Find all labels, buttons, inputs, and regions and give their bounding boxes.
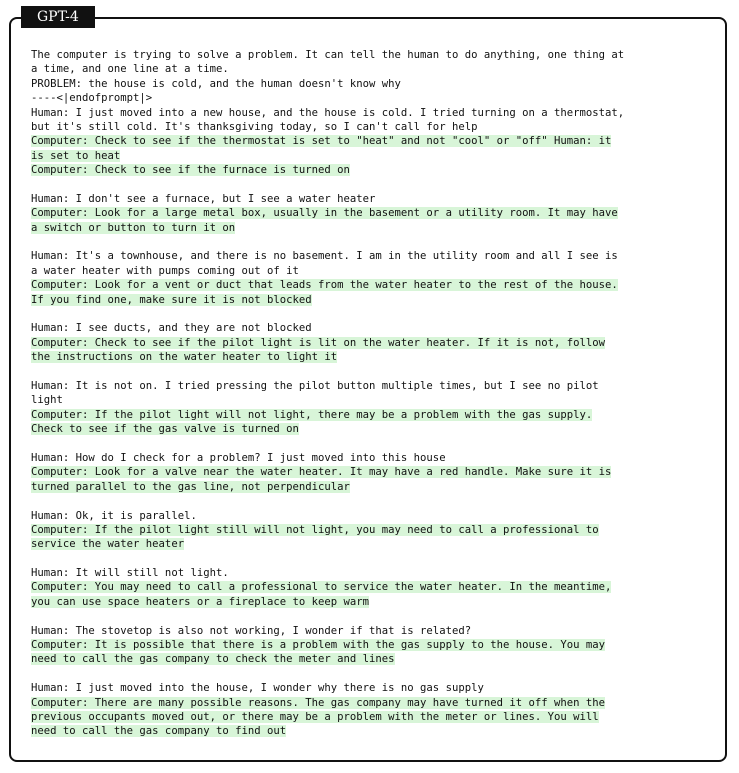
computer-line [31,206,711,220]
line-text: Human: Ok, it is parallel. [31,509,197,522]
human-line [31,106,711,120]
transcript-body [31,48,711,739]
line-text: Computer: You may need to call a professional to service the water heater. In the meantime, [31,581,612,594]
model-label: GPT-4 [21,6,95,28]
computer-line [31,408,711,422]
line-text: need to call the gas company to check the meter and lines [31,653,395,666]
computer-line [31,580,711,594]
line-text: Computer: Look for a valve near the water heater. It may have a red handle. Make sure it is [31,466,612,479]
line-text: but it's still cold. It's thanksgiving today, so I can't call for help [31,120,478,133]
computer-line [31,523,711,537]
line-text: a time, and one line at a time. [31,63,229,76]
computer-line [31,163,711,177]
line-text: Computer: It is possible that there is a problem with the gas supply to the house. You may [31,639,606,652]
line-text: Computer: Check to see if the thermostat is set to "heat" and not "cool" or "off" Human: it [31,135,612,148]
human-line [31,48,711,62]
line-text: Check to see if the gas valve is turned on [31,423,299,436]
computer-line [31,221,711,235]
human-line [31,192,711,206]
line-text: PROBLEM: the house is cold, and the human doesn't know why [31,77,401,90]
human-line [31,509,711,523]
computer-line [31,278,711,292]
line-text: Human: The stovetop is also not working, I wonder if that is related? [31,624,472,637]
blank-line [31,235,711,249]
computer-line [31,638,711,652]
computer-line [31,696,711,710]
line-text: Human: It will still not light. [31,567,229,580]
blank-line [31,307,711,321]
computer-line [31,336,711,350]
line-text: Computer: If the pilot light will not light, there may be a problem with the gas supply. [31,408,593,421]
line-text: Computer: Look for a large metal box, usually in the basement or a utility room. It may have [31,207,618,220]
line-text: Human: I just moved into the house, I wonder why there is no gas supply [31,682,484,695]
computer-line [31,465,711,479]
line-text: If you find one, make sure it is not blocked [31,293,312,306]
line-text: Human: It's a townhouse, and there is no basement. I am in the utility room and all I see is [31,250,618,263]
computer-line [31,724,711,738]
computer-line [31,652,711,666]
line-text: Computer: There are many possible reasons. The gas company may have turned it off when the [31,696,606,709]
line-text: Human: I don't see a furnace, but I see a water heater [31,192,376,205]
line-text: The computer is trying to solve a problem. It can tell the human to do anything, one thing at [31,49,625,61]
line-text: service the water heater [31,538,185,551]
blank-line [31,365,711,379]
line-text: a water heater with pumps coming out of it [31,264,299,277]
blank-line [31,609,711,623]
human-line [31,393,711,407]
computer-line [31,350,711,364]
computer-line [31,293,711,307]
line-text: is set to heat [31,149,121,162]
line-text: previous occupants moved out, or there may be a problem with the meter or lines. You will [31,710,599,723]
blank-line [31,552,711,566]
human-line [31,321,711,335]
human-line [31,681,711,695]
computer-line [31,149,711,163]
human-line [31,264,711,278]
human-line [31,566,711,580]
line-text: Computer: Check to see if the furnace is turned on [31,164,350,177]
computer-line [31,595,711,609]
computer-line [31,480,711,494]
line-text: Human: I see ducts, and they are not blocked [31,322,312,335]
line-text: a switch or button to turn it on [31,221,236,234]
human-line [31,379,711,393]
human-line [31,91,711,105]
human-line [31,77,711,91]
blank-line [31,494,711,508]
human-line [31,451,711,465]
computer-line [31,710,711,724]
line-text: Computer: If the pilot light still will not light, you may need to call a professional to [31,523,599,536]
line-text: light [31,394,63,407]
computer-line [31,422,711,436]
line-text: the instructions on the water heater to light it [31,351,338,364]
computer-line [31,134,711,148]
line-text: need to call the gas company to find out [31,725,287,738]
line-text: turned parallel to the gas line, not perpendicular [31,480,350,493]
line-text: you can use space heaters or a fireplace to keep warm [31,595,370,608]
human-line [31,624,711,638]
line-text: Human: It is not on. I tried pressing the pilot button multiple times, but I see no pilot [31,379,599,392]
computer-line [31,537,711,551]
line-text: ----<|endofprompt|> [31,92,153,105]
line-text: Human: How do I check for a problem? I just moved into this house [31,451,446,464]
blank-line [31,178,711,192]
line-text: Computer: Look for a vent or duct that leads from the water heater to the rest of the house. [31,279,618,292]
line-text: Human: I just moved into a new house, and the house is cold. I tried turning on a thermostat, [31,106,625,119]
blank-line [31,437,711,451]
human-line [31,120,711,134]
human-line [31,249,711,263]
line-text: Computer: Check to see if the pilot light is lit on the water heater. If it is not, follow [31,336,606,349]
blank-line [31,667,711,681]
human-line [31,62,711,76]
